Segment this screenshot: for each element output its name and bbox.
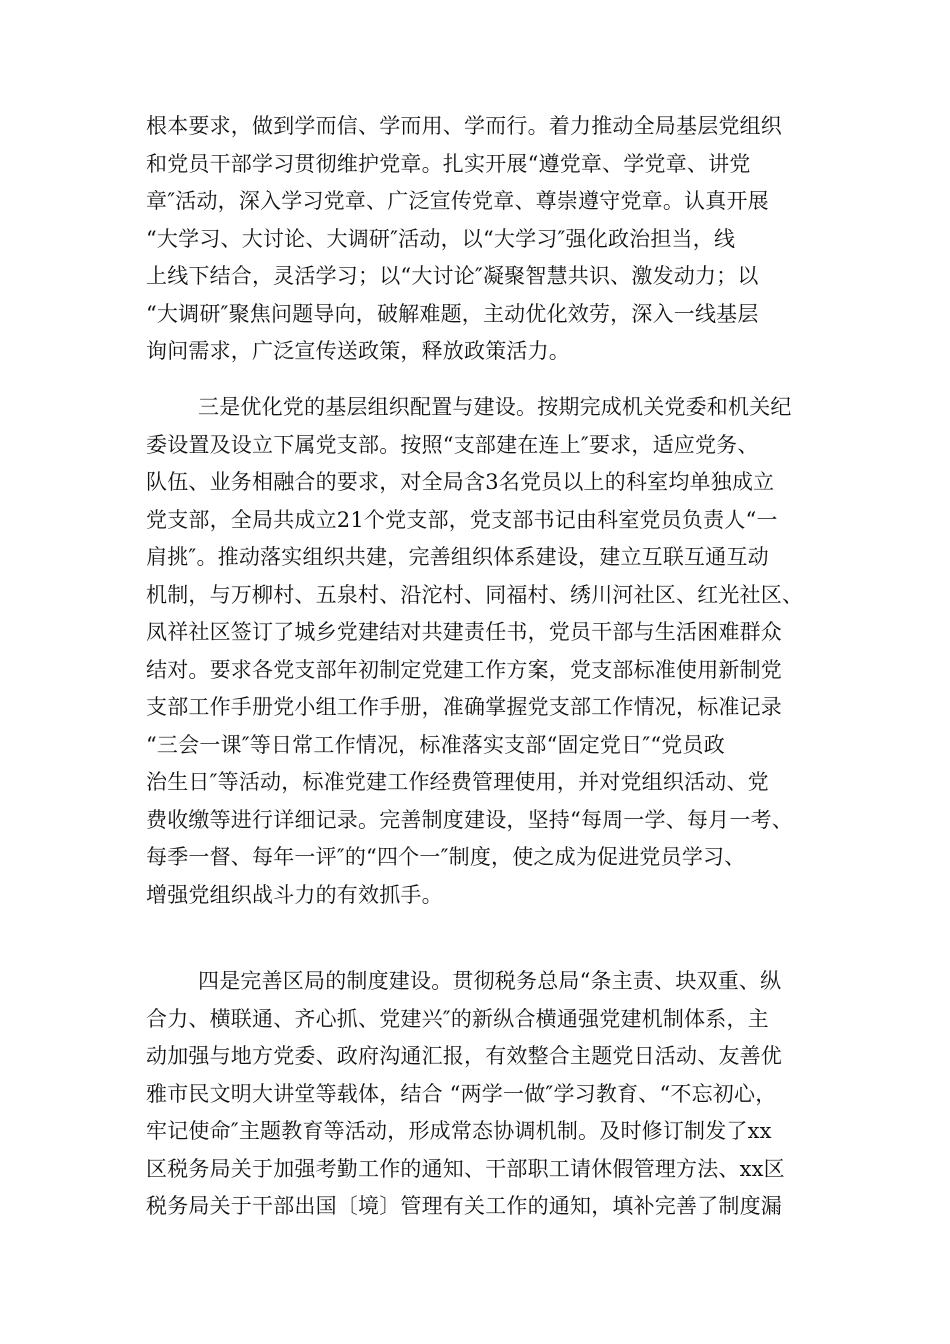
text-line: “三会一课″等日常工作情况，标准落实支部“固定党日″“党员政 bbox=[146, 732, 725, 757]
text-line: 税务局关于干部出国〔境〕管理有关工作的通知，填补完善了制度漏 bbox=[146, 1194, 782, 1218]
text-line: 增强党组织战斗力的有效抓手。 bbox=[146, 882, 443, 907]
text-line: 委设置及设立下属党支部。按照“支部建在连上″要求，适应党务、 bbox=[146, 432, 759, 457]
text-line: 每季一督、每年一评″的“四个一″制度，使之成为促进党员学习、 bbox=[146, 845, 746, 869]
paragraph-party-organization bbox=[146, 389, 826, 914]
text-line: 四是完善区局的制度建设。贯彻税务总局“条主责、块双重、纵 bbox=[198, 969, 782, 993]
text-line: 合力、横联通、齐心抓、党建兴″的新纵合横通强党建机制体系，主 bbox=[146, 1006, 769, 1031]
text-line: 党支部，全局共成立21个党支部，党支部书记由科室党员负责人“一 bbox=[146, 507, 778, 532]
text-line: “大调研″聚焦问题导向，破解难题，主动优化效劳，深入一线基层 bbox=[146, 301, 759, 326]
text-line: 结对。要求各党支部年初制定党建工作方案，党支部标准使用新制党 bbox=[146, 657, 782, 682]
text-line: 支部工作手册党小组工作手册，准确掌握党支部工作情况，标准记录 bbox=[146, 695, 782, 719]
text-line: “大学习、大讨论、大调研″活动，以“大学习″强化政治担当，线 bbox=[146, 226, 736, 251]
text-line: 费收缴等进行详细记录。完善制度建设，坚持“每周一学、每月一考、 bbox=[146, 807, 793, 832]
text-line: 牢记使命″主题教育等活动，形成常态协调机制。及时修订制发了xx bbox=[146, 1119, 772, 1143]
text-line: 根本要求，做到学而信、学而用、学而行。着力推动全局基层党组织 bbox=[146, 114, 782, 138]
text-line: 机制，与万柳村、五泉村、沿沱村、同福村、绣川河社区、红光社区、 bbox=[146, 582, 804, 607]
text-line: 询问需求，广泛宣传送政策，释放政策活力。 bbox=[146, 339, 570, 363]
text-line: 上线下结合，灵活学习；以“大讨论″凝聚智慧共识、激发动力；以 bbox=[146, 264, 759, 288]
paragraph-institution-building bbox=[146, 963, 826, 1226]
text-line: 雅市民文明大讲堂等载体，结合 “两学一做″学习教育、“不忘初心， bbox=[146, 1081, 777, 1106]
text-line: 章″活动，深入学习党章、广泛宣传党章、尊崇遵守党章。认真开展 bbox=[146, 189, 769, 213]
text-line: 凤祥社区签订了城乡党建结对共建责任书，党员干部与生活困难群众 bbox=[146, 620, 782, 644]
text-line: 队伍、业务相融合的要求，对全局含3名党员以上的科室均单独成立 bbox=[146, 470, 775, 494]
text-line: 动加强与地方党委、政府沟通汇报，有效整合主题党日活动、友善优 bbox=[146, 1044, 782, 1068]
text-line: 区税务局关于加强考勤工作的通知、干部职工请休假管理方法、xx区 bbox=[146, 1156, 785, 1181]
text-line: 三是优化党的基层组织配置与建设。按期完成机关党委和机关纪 bbox=[198, 395, 792, 419]
text-line: 治生日″等活动，标准党建工作经费管理使用，并对党组织活动、党 bbox=[146, 770, 769, 794]
paragraph-continued bbox=[146, 108, 826, 371]
text-line: 和党员干部学习贯彻维护党章。扎实开展“遵党章、学党章、讲党 bbox=[146, 151, 751, 176]
text-line: 肩挑″。推动落实组织共建，完善组织体系建设，建立互联互通互动 bbox=[146, 545, 769, 569]
